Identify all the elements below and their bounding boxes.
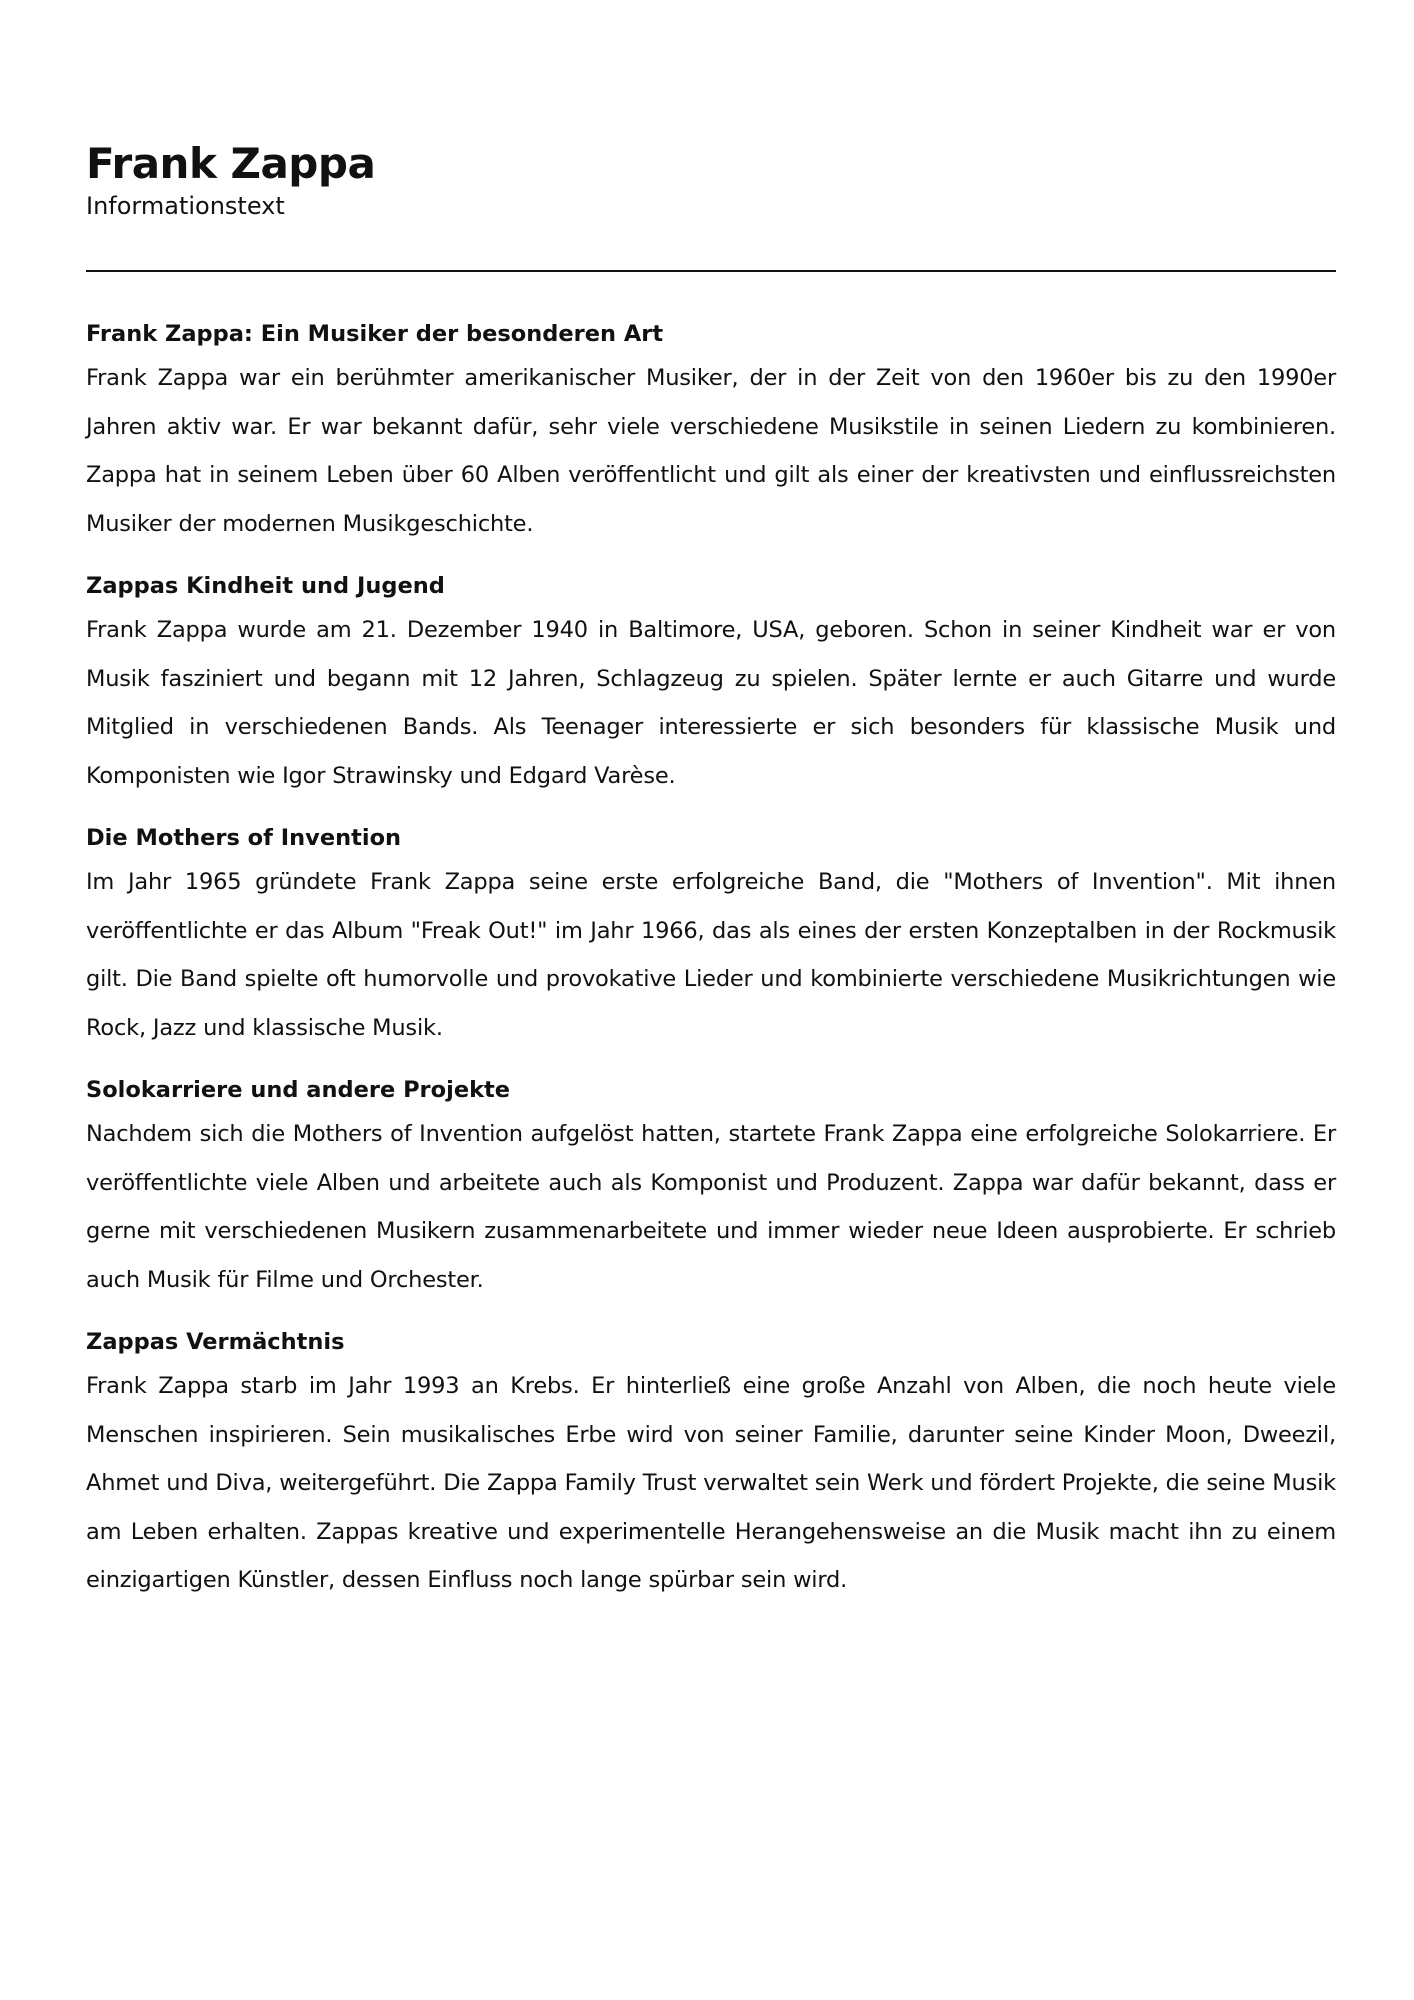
- document-title: Frank Zappa: [86, 139, 376, 188]
- document-content: [86, 314, 1336, 1623]
- title-divider: [86, 270, 1336, 272]
- section-paragraph: Frank Zappa starb im Jahr 1993 an Krebs. Er hinterließ eine große Anzahl von Alben, die noch heute viele Menschen inspirieren. Sein musikalisches Erbe wird von seiner Familie, darunter seine Kinder Moon, Dweezil, Ahmet und Diva, weitergeführt. Die Zappa Family Trust verwaltet sein Werk und fördert Projekte, die seine Musik am Leben erhalten. Zappas kreative und experimentelle Herangehensweise an die Musik macht ihn zu einem einzigartigen Künstler, dessen Einfluss noch lange spürbar sein wird.: [86, 1373, 1336, 1593]
- section-heading: Zappas Vermächtnis: [86, 1329, 345, 1355]
- section-solo-career: [86, 1070, 1336, 1304]
- document-subtitle: Informationstext: [86, 192, 285, 220]
- section-paragraph: Nachdem sich die Mothers of Invention aufgelöst hatten, startete Frank Zappa eine erfolgreiche Solokarriere. Er veröffentlichte viele Alben und arbeitete auch als Komponist und Produzent. Zappa war dafür bekannt, dass er gerne mit verschiedenen Musikern zusammenarbeitete und immer wieder neue Ideen ausprobierte. Er schrieb auch Musik für Filme und Orchester.: [86, 1121, 1336, 1293]
- section-heading: Frank Zappa: Ein Musiker der besonderen Art: [86, 321, 664, 347]
- section-paragraph: Frank Zappa wurde am 21. Dezember 1940 in Baltimore, USA, geboren. Schon in seiner Kindheit war er von Musik fasziniert und begann mit 12 Jahren, Schlagzeug zu spielen. Später lernte er auch Gitarre und wurde Mitglied in verschiedenen Bands. Als Teenager interessierte er sich besonders für klassische Musik und Komponisten wie Igor Strawinsky und Edgard Varèse.: [86, 617, 1336, 789]
- section-heading: Solokarriere und andere Projekte: [86, 1077, 511, 1103]
- section-legacy: [86, 1322, 1336, 1605]
- section-heading: Zappas Kindheit und Jugend: [86, 573, 445, 599]
- section-paragraph: Im Jahr 1965 gründete Frank Zappa seine erste erfolgreiche Band, die "Mothers of Invention". Mit ihnen veröffentlichte er das Album "Freak Out!" im Jahr 1966, das als eines der ersten Konzeptalben in der Rockmusik gilt. Die Band spielte oft humorvolle und provokative Lieder und kombinierte verschiedene Musikrichtungen wie Rock, Jazz und klassische Musik.: [86, 869, 1336, 1041]
- section-heading: Die Mothers of Invention: [86, 825, 402, 851]
- section-childhood: [86, 566, 1336, 800]
- section-mothers-of-invention: [86, 818, 1336, 1052]
- section-intro: [86, 314, 1336, 548]
- section-paragraph: Frank Zappa war ein berühmter amerikanischer Musiker, der in der Zeit von den 1960er bis zu den 1990er Jahren aktiv war. Er war bekannt dafür, sehr viele verschiedene Musikstile in seinen Liedern zu kombinieren. Zappa hat in seinem Leben über 60 Alben veröffentlicht und gilt als einer der kreativsten und einflussreichsten Musiker der modernen Musikgeschichte.: [86, 365, 1336, 537]
